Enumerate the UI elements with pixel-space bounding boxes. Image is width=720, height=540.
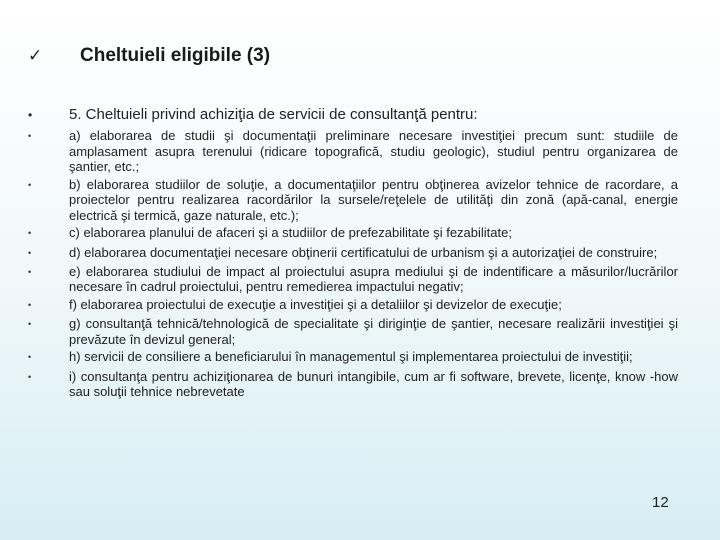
list-item-text: g) consultanţă tehnică/tehnologică de specialitate şi diriginţie de şantier, necesare realizării investiţiei şi prevăzute în devizul general; (69, 316, 678, 347)
bullet-icon: • (28, 131, 32, 141)
title-row (28, 41, 270, 71)
slide-title: Cheltuieli eligibile (3) (80, 45, 271, 66)
list-item-text: a) elaborarea de studii şi documentaţii preliminare necesare investiţiei precum sunt: studiile de amplasament asupra terenului (ridicare topografică, studiu geologic), studiul pentru organizarea de şantier, etc.; (69, 128, 678, 174)
list-item (28, 316, 678, 347)
bullet-icon: • (28, 179, 32, 190)
bullet-icon: • (28, 228, 32, 239)
list-item-text: d) elaborarea documentaţiei necesare obţinerii certificatului de urbanism şi a autorizaţiei de construire; (69, 244, 658, 260)
checkmark-icon: ✓ (28, 46, 43, 66)
bullet-icon: • (28, 247, 32, 258)
list-item (28, 177, 678, 224)
list-item-text: e) elaborarea studiului de impact al proiectului asupra mediului şi de indentificare a măsurilor/lucrărilor necesare în cadrul proiectului, pentru remedierea impactului negativ; (69, 263, 678, 295)
list-item (28, 349, 678, 366)
list-item (28, 225, 678, 242)
list-item (28, 297, 678, 314)
bullet-icon: • (28, 299, 32, 310)
list-item (28, 128, 678, 175)
list-item-text: h) servicii de consiliere a beneficiarului în managementul şi implementarea proiectului de investiţii; (69, 349, 633, 365)
list-item (28, 245, 678, 262)
bullet-icon: • (28, 371, 32, 382)
list-item (28, 369, 678, 400)
list-item (28, 264, 678, 295)
bullet-icon: • (28, 266, 32, 277)
bullet-icon: • (28, 319, 32, 330)
list-item-text: i) consultanţa pentru achiziţionarea de bunuri intangibile, cum ar fi software, brevete, licenţe, know -how sau soluţii tehnice nebrevetate (69, 368, 678, 399)
expense-list (28, 128, 678, 402)
list-item-text: f) elaborarea proiectului de execuţie a investiţiei şi a detaliilor şi devizelor de execuţie; (69, 296, 562, 312)
list-item-text: c) elaborarea planului de afaceri şi a studiilor de prefezabilitate şi fezabilitate; (69, 225, 512, 241)
bullet-icon: • (28, 352, 32, 363)
intro-text: 5. Cheltuieli privind achiziţia de servicii de consultanţă pentru: (69, 106, 478, 123)
page-number: 12 (652, 494, 669, 511)
bullet-icon: • (28, 108, 33, 122)
intro-bullet (28, 106, 680, 124)
list-item-text: b) elaborarea studiilor de soluţie, a documentaţiilor pentru obţinerea avizelor tehnice de racordare, a proiectelor pentru realizarea racordărilor la sursele/reţelele de utilităţi din zonă (apă-canal, energie electrică şi termică, gaze naturale, etc.); (69, 176, 678, 223)
